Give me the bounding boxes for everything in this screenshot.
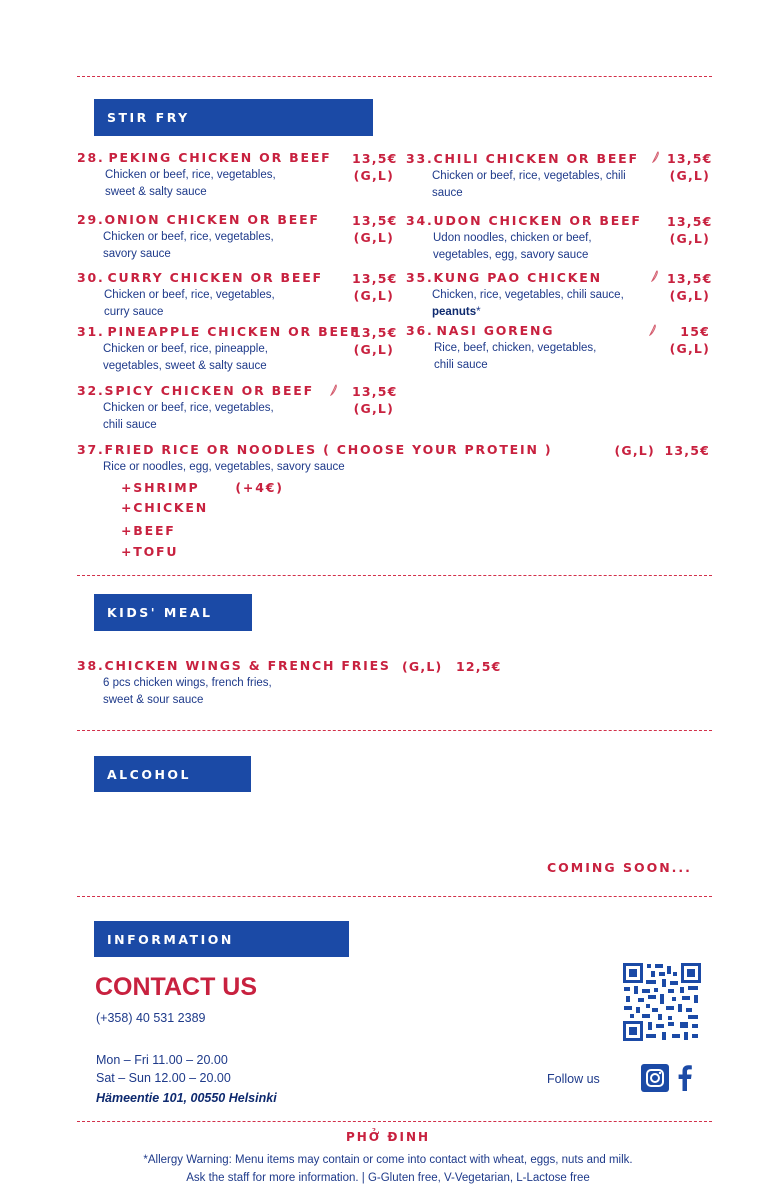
item-name: CURRY CHICKEN OR BEEF bbox=[107, 270, 323, 285]
diet-tags: (G,L) bbox=[402, 659, 443, 674]
item-price bbox=[667, 270, 713, 304]
diet-tags: (G,L) bbox=[353, 168, 394, 183]
menu-item-30 bbox=[77, 270, 377, 321]
item-name: KUNG PAO CHICKEN bbox=[433, 270, 602, 285]
item-desc: Udon noodles, chicken or beef, bbox=[433, 232, 592, 244]
coming-soon-note: COMING SOON... bbox=[547, 860, 692, 875]
item-number: 37. bbox=[77, 442, 105, 457]
item-price bbox=[352, 324, 398, 358]
item-price bbox=[352, 212, 398, 246]
menu-item-37 bbox=[77, 442, 617, 476]
item-number: 36. bbox=[406, 323, 434, 338]
item-number: 33. bbox=[406, 151, 434, 166]
contact-address: Hämeentie 101, 00550 Helsinki bbox=[96, 1091, 277, 1105]
hours-weekdays: Mon – Fri 11.00 – 20.00 bbox=[96, 1053, 228, 1067]
item-number: 30. bbox=[77, 270, 105, 285]
item-desc: Chicken, rice, vegetables, chili sauce, bbox=[432, 289, 624, 301]
item-desc: chili sauce bbox=[434, 359, 488, 371]
item-number: 34. bbox=[406, 213, 434, 228]
price-value: 13,5€ bbox=[667, 151, 713, 166]
menu-item-31 bbox=[77, 324, 377, 375]
item-price bbox=[352, 383, 398, 417]
allergy-warning-line: *Allergy Warning: Menu items may contain or come into contact with wheat, eggs, nuts and milk. bbox=[143, 1154, 633, 1166]
menu-item-29 bbox=[77, 212, 377, 263]
price-value: 13,5€ bbox=[352, 271, 398, 286]
divider bbox=[77, 896, 712, 897]
contact-title: CONTACT US bbox=[95, 973, 258, 1001]
divider bbox=[77, 730, 712, 731]
item-desc: savory sauce bbox=[103, 248, 171, 260]
item-name: CHICKEN WINGS & FRENCH FRIES bbox=[104, 658, 391, 673]
diet-tags: (G,L) bbox=[353, 288, 394, 303]
item-number: 31. bbox=[77, 324, 105, 339]
chili-icon bbox=[330, 384, 338, 396]
item-number: 29. bbox=[77, 212, 105, 227]
menu-item-28 bbox=[77, 150, 377, 201]
opening-hours bbox=[96, 1051, 231, 1087]
item-name: SPICY CHICKEN OR BEEF bbox=[104, 383, 314, 398]
item-desc: sauce bbox=[432, 187, 463, 199]
chili-icon bbox=[652, 151, 660, 163]
divider bbox=[77, 1121, 712, 1122]
item-name: ONION CHICKEN OR BEEF bbox=[104, 212, 320, 227]
section-banner-alcohol bbox=[94, 756, 251, 792]
allergen-peanuts: peanuts bbox=[432, 306, 477, 318]
item-desc: vegetables, sweet & salty sauce bbox=[103, 360, 267, 372]
facebook-icon[interactable] bbox=[677, 1064, 693, 1092]
diet-tags: (G,L) bbox=[669, 341, 710, 356]
item-price bbox=[352, 270, 398, 304]
section-title: INFORMATION bbox=[107, 931, 234, 947]
item-name: NASI GORENG bbox=[436, 323, 555, 338]
item-price bbox=[667, 150, 713, 184]
item-price bbox=[352, 150, 398, 184]
price-value: 13,5€ bbox=[667, 271, 713, 286]
menu-item-38 bbox=[77, 658, 397, 709]
item-price bbox=[667, 213, 713, 247]
instagram-icon[interactable] bbox=[641, 1064, 669, 1092]
option-surcharge: (+4€) bbox=[235, 480, 284, 495]
menu-item-33 bbox=[406, 151, 656, 202]
diet-tags: (G,L) bbox=[669, 168, 710, 183]
item-desc: curry sauce bbox=[104, 306, 164, 318]
item-price bbox=[402, 658, 502, 675]
divider bbox=[77, 575, 712, 576]
item-number: 35. bbox=[406, 270, 434, 285]
item-name: CHILI CHICKEN OR BEEF bbox=[433, 151, 639, 166]
item-name: FRIED RICE OR NOODLES ( CHOOSE YOUR PROTEIN ) bbox=[104, 442, 553, 457]
protein-option-beef: +BEEF bbox=[121, 523, 176, 538]
section-banner-stir-fry bbox=[94, 99, 373, 136]
allergen-mark: * bbox=[476, 306, 481, 318]
section-banner-kids-meal bbox=[94, 594, 252, 631]
diet-tags: (G,L) bbox=[669, 231, 710, 246]
item-price bbox=[600, 442, 710, 459]
diet-tags: (G,L) bbox=[353, 230, 394, 245]
item-desc: sweet & sour sauce bbox=[103, 694, 204, 706]
contact-phone[interactable]: (+358) 40 531 2389 bbox=[96, 1011, 206, 1025]
price-value: 13,5€ bbox=[352, 384, 398, 399]
diet-tags: (G,L) bbox=[353, 401, 394, 416]
follow-us-label: Follow us bbox=[547, 1072, 600, 1086]
item-desc: Chicken or beef, rice, vegetables, bbox=[105, 169, 276, 181]
hours-weekend: Sat – Sun 12.00 – 20.00 bbox=[96, 1071, 231, 1085]
qr-code-icon[interactable] bbox=[622, 962, 702, 1042]
menu-item-35 bbox=[406, 270, 656, 321]
item-name: PINEAPPLE CHICKEN OR BEEF bbox=[107, 324, 361, 339]
item-desc: Rice or noodles, egg, vegetables, savory sauce bbox=[103, 461, 345, 473]
diet-tags: (G,L) bbox=[353, 342, 394, 357]
chili-icon bbox=[651, 270, 659, 282]
price-value: 12,5€ bbox=[455, 659, 502, 674]
item-desc: sweet & salty sauce bbox=[105, 186, 207, 198]
item-desc: vegetables, egg, savory sauce bbox=[433, 249, 589, 261]
price-value: 13,5€ bbox=[667, 214, 713, 229]
item-number: 28. bbox=[77, 150, 105, 165]
item-number: 32. bbox=[77, 383, 105, 398]
item-desc: Chicken or beef, rice, vegetables, bbox=[104, 289, 275, 301]
item-name: PEKING CHICKEN OR BEEF bbox=[108, 150, 332, 165]
protein-option-tofu: +TOFU bbox=[121, 544, 179, 559]
price-value: 13,5€ bbox=[352, 325, 398, 340]
brand-name: PHỞ ĐINH bbox=[345, 1130, 431, 1144]
chili-icon bbox=[649, 324, 657, 336]
option-label: +SHRIMP bbox=[121, 480, 200, 495]
item-desc: Chicken or beef, rice, vegetables, bbox=[103, 402, 274, 414]
item-number: 38. bbox=[77, 658, 105, 673]
allergy-warning bbox=[0, 1151, 776, 1187]
section-title: STIR FRY bbox=[107, 110, 190, 125]
item-desc: Rice, beef, chicken, vegetables, bbox=[434, 342, 597, 354]
diet-legend-line: Ask the staff for more information. | G-Gluten free, V-Vegetarian, L-Lactose free bbox=[186, 1172, 590, 1184]
item-price bbox=[667, 323, 710, 357]
diet-tags: (G,L) bbox=[669, 288, 710, 303]
menu-item-36 bbox=[406, 323, 656, 374]
section-banner-information bbox=[94, 921, 349, 957]
protein-option-shrimp bbox=[121, 480, 284, 495]
divider bbox=[77, 76, 712, 77]
price-value: 13,5€ bbox=[352, 213, 398, 228]
item-desc: Chicken or beef, rice, pineapple, bbox=[103, 343, 268, 355]
item-desc: Chicken or beef, rice, vegetables, bbox=[103, 231, 274, 243]
price-value: 13,5€ bbox=[664, 443, 710, 458]
diet-tags: (G,L) bbox=[614, 443, 655, 458]
item-desc: Chicken or beef, rice, vegetables, chili bbox=[432, 170, 626, 182]
item-desc: 6 pcs chicken wings, french fries, bbox=[103, 677, 272, 689]
protein-option-chicken: +CHICKEN bbox=[121, 500, 209, 515]
menu-item-34 bbox=[406, 213, 656, 264]
item-name: UDON CHICKEN OR BEEF bbox=[433, 213, 642, 228]
section-title: KIDS' MEAL bbox=[107, 605, 213, 620]
price-value: 13,5€ bbox=[352, 151, 398, 166]
section-title: ALCOHOL bbox=[107, 766, 191, 782]
item-desc: chili sauce bbox=[103, 419, 157, 431]
price-value: 15€ bbox=[680, 324, 710, 339]
